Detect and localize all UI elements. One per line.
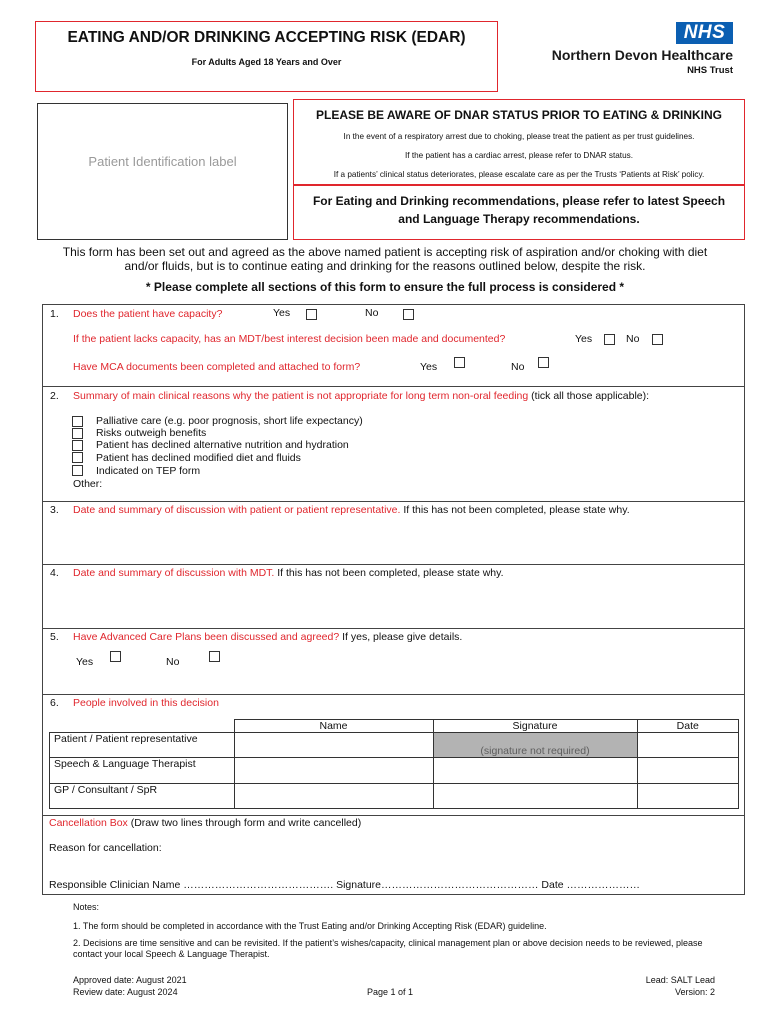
slt-date-cell[interactable] xyxy=(637,758,739,784)
complete-note: * Please complete all sections of this form to ensure the full process is considered * xyxy=(145,280,625,294)
section-4-question xyxy=(73,567,504,579)
mca-no-checkbox[interactable] xyxy=(538,357,549,368)
dnar-line-1: In the event of a respiratory arrest due to choking, please treat the patient as per trust guidelines. xyxy=(343,132,695,141)
version: Version: 2 xyxy=(674,987,715,997)
cancellation-hint: (Draw two lines through form and write cancelled) xyxy=(127,817,362,829)
reason-label-risks: Risks outweigh benefits xyxy=(96,427,207,439)
section-3-number: 3. xyxy=(50,504,59,516)
eating-recommendation-text: For Eating and Drinking recommendations, please refer to latest Speech and Language Therapy recommendations. xyxy=(312,194,726,226)
acp-no-checkbox[interactable] xyxy=(209,651,220,662)
dnar-line-3: If a patients’ clinical status deteriorates, please escalate care as per the Trusts ‘Patients at Risk’ policy. xyxy=(333,170,705,179)
capacity-yes-checkbox[interactable] xyxy=(306,309,317,320)
section-3-hint: If this has not been completed, please state why. xyxy=(400,504,630,516)
reason-checkbox-palliative[interactable] xyxy=(72,416,83,427)
reason-checkbox-risks[interactable] xyxy=(72,428,83,439)
section-divider xyxy=(42,815,745,816)
responsible-clinician-line: Responsible Clinician Name ……………………………………. Signature……………………………………… Date ………………… xyxy=(49,879,641,891)
section-4-number: 4. xyxy=(50,567,59,579)
acp-yes-checkbox[interactable] xyxy=(110,651,121,662)
col-header-date: Date xyxy=(637,720,739,733)
section-1-question: Does the patient have capacity? xyxy=(73,308,223,320)
form-subtitle: For Adults Aged 18 Years and Over xyxy=(191,57,342,67)
dnar-line-2: If the patient has a cardiac arrest, please refer to DNAR status. xyxy=(405,151,633,160)
reason-label-palliative: Palliative care (e.g. poor prognosis, short life expectancy) xyxy=(96,415,363,427)
section-2-hint: (tick all those applicable): xyxy=(528,390,650,402)
dnar-title: PLEASE BE AWARE OF DNAR STATUS PRIOR TO EATING & DRINKING xyxy=(315,108,723,122)
mdt-yes-checkbox[interactable] xyxy=(604,334,615,345)
section-3-question xyxy=(73,504,630,516)
capacity-yes-label: Yes xyxy=(273,307,291,319)
nhs-logo: NHS xyxy=(676,22,733,44)
section-1-number: 1. xyxy=(50,308,59,320)
section-6-question: People involved in this decision xyxy=(73,697,219,709)
mca-yes-label: Yes xyxy=(420,361,438,373)
approved-date: Approved date: August 2021 xyxy=(73,975,187,985)
patient-name-cell[interactable] xyxy=(234,733,433,758)
mdt-decision-question: If the patient lacks capacity, has an MDT/best interest decision been made and documented? xyxy=(73,333,506,345)
slt-name-cell[interactable] xyxy=(234,758,433,784)
patient-label-box[interactable] xyxy=(37,103,288,240)
eating-recommendation-box xyxy=(293,185,745,240)
page-number: Page 1 of 1 xyxy=(367,987,414,997)
table-corner xyxy=(50,720,235,733)
section-2-question-text: Summary of main clinical reasons why the patient is not appropriate for long term non-oral feeding xyxy=(73,390,529,402)
gp-signature-cell[interactable] xyxy=(433,784,637,809)
col-header-name: Name xyxy=(234,720,433,733)
gp-date-cell[interactable] xyxy=(637,784,739,809)
section-2-question xyxy=(73,390,649,402)
slt-signature-cell[interactable] xyxy=(433,758,637,784)
mdt-no-label: No xyxy=(626,333,640,345)
reason-checkbox-declined-modified[interactable] xyxy=(72,452,83,463)
form-title: EATING AND/OR DRINKING ACCEPTING RISK (EDAR) xyxy=(67,29,466,46)
section-5-number: 5. xyxy=(50,631,59,643)
reason-label-declined-alt: Patient has declined alternative nutrition and hydration xyxy=(96,439,349,451)
patient-date-cell[interactable] xyxy=(637,733,739,758)
cancellation-reason-label: Reason for cancellation: xyxy=(49,842,162,854)
section-5-hint: If yes, please give details. xyxy=(339,631,463,643)
mca-no-label: No xyxy=(511,361,525,373)
section-2-number: 2. xyxy=(50,390,59,402)
mca-yes-checkbox[interactable] xyxy=(454,357,465,368)
row-label-patient: Patient / Patient representative xyxy=(50,733,235,758)
section-5-question-text: Have Advanced Care Plans been discussed and agreed? xyxy=(73,631,340,643)
reason-other-label: Other: xyxy=(73,478,103,490)
section-divider xyxy=(42,694,745,695)
reason-checkbox-tep[interactable] xyxy=(72,465,83,476)
table-row xyxy=(50,784,739,809)
section-6-number: 6. xyxy=(50,697,59,709)
table-row xyxy=(50,758,739,784)
mdt-no-checkbox[interactable] xyxy=(652,334,663,345)
section-4-question-text: Date and summary of discussion with MDT. xyxy=(73,567,275,579)
cancellation-label: Cancellation Box xyxy=(49,817,128,829)
section-divider xyxy=(42,628,745,629)
org-name: Northern Devon Healthcare xyxy=(551,47,733,63)
section-divider xyxy=(42,564,745,565)
acp-no-label: No xyxy=(166,656,180,668)
people-table xyxy=(49,719,739,809)
row-label-slt: Speech & Language Therapist xyxy=(50,758,235,784)
note-2: 2. Decisions are time sensitive and can be revisited. If the patient’s wishes/capacity, clinical management plan or above decision needs to be reviewed, please contact your local Speech & Language Therapist. xyxy=(73,938,703,959)
section-3-question-text: Date and summary of discussion with patient or patient representative. xyxy=(73,504,401,516)
patient-label-placeholder: Patient Identification label xyxy=(88,154,237,169)
capacity-no-label: No xyxy=(365,307,379,319)
reason-checkbox-declined-alt[interactable] xyxy=(72,440,83,451)
title-box xyxy=(35,21,498,92)
reason-label-tep: Indicated on TEP form xyxy=(96,465,201,477)
section-4-hint: If this has not been completed, please state why. xyxy=(274,567,504,579)
note-1: 1. The form should be completed in accordance with the Trust Eating and/or Drinking Accepting Risk (EDAR) guideline. xyxy=(73,921,547,931)
acp-yes-label: Yes xyxy=(76,656,94,668)
review-date: Review date: August 2024 xyxy=(73,987,178,997)
table-row xyxy=(50,733,739,758)
org-subname: NHS Trust xyxy=(687,65,733,76)
capacity-no-checkbox[interactable] xyxy=(403,309,414,320)
section-divider xyxy=(42,386,745,387)
notes-heading: Notes: xyxy=(73,902,100,912)
reason-label-declined-modified: Patient has declined modified diet and fluids xyxy=(96,452,301,464)
dnar-warning-box xyxy=(293,99,745,185)
intro-text: This form has been set out and agreed as the above named patient is accepting risk of aspiration and/or choking with diet and/or fluids, but is to continue eating and drinking for the reasons outlined below, despite the risk. xyxy=(62,245,708,273)
col-header-signature: Signature xyxy=(433,720,637,733)
mca-question: Have MCA documents been completed and attached to form? xyxy=(73,361,361,373)
cancellation-box-heading xyxy=(49,817,361,829)
lead: Lead: SALT Lead xyxy=(645,975,715,985)
mdt-yes-label: Yes xyxy=(575,333,593,345)
section-divider xyxy=(42,501,745,502)
row-label-gp: GP / Consultant / SpR xyxy=(50,784,235,809)
signature-not-required-cell: (signature not required) xyxy=(433,733,637,758)
gp-name-cell[interactable] xyxy=(234,784,433,809)
section-5-question xyxy=(73,631,462,643)
